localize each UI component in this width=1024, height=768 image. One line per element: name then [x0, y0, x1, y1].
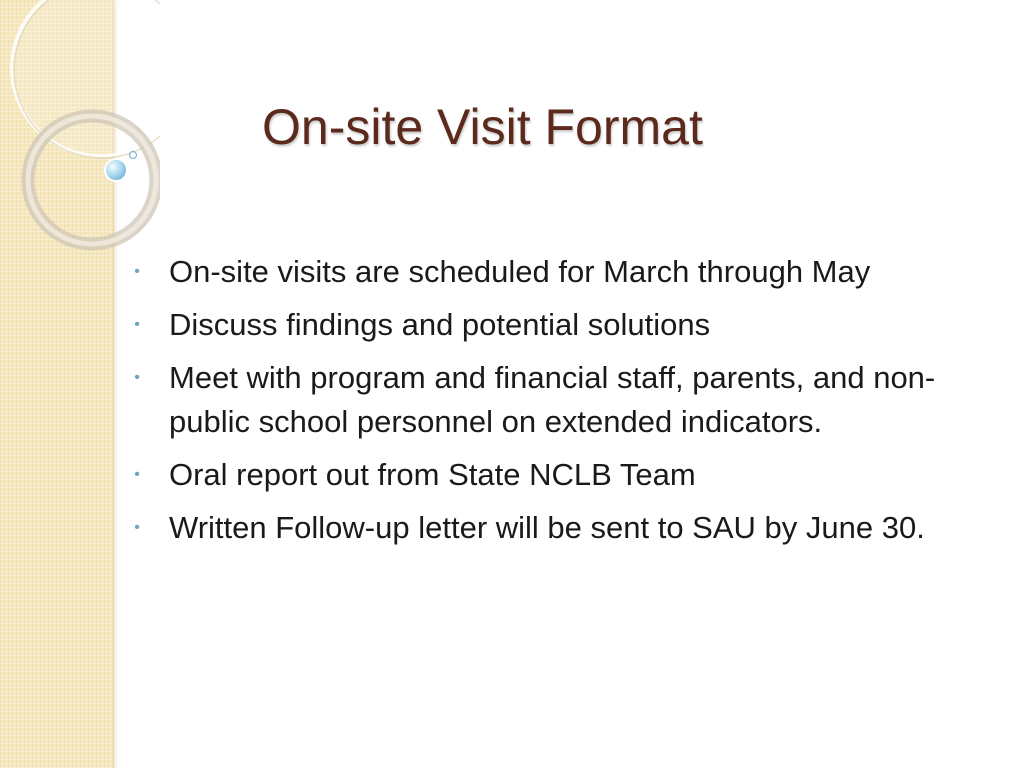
tiny-bubble-decoration [130, 152, 137, 159]
slide-title: On-site Visit Format [262, 99, 703, 155]
bullet-item [130, 356, 990, 444]
bullet-icon: • [134, 519, 140, 536]
bullet-item [130, 506, 990, 550]
bullet-text: Written Follow-up letter will be sent to SAU by June 30. [169, 510, 925, 545]
decorative-rings-graphic [0, 0, 160, 260]
bullet-text: Oral report out from State NCLB Team [169, 457, 696, 492]
bullet-item [130, 453, 990, 497]
blue-bubble-decoration [105, 159, 127, 181]
bullet-list [130, 250, 990, 559]
bullet-icon: • [134, 466, 140, 483]
bullet-text: Discuss findings and potential solutions [169, 307, 711, 342]
bullet-item [130, 303, 990, 347]
bullet-item [130, 250, 990, 294]
bullet-text: Meet with program and financial staff, parents, and non-public school personnel on extended indicators. [169, 360, 936, 439]
bullet-icon: • [134, 263, 140, 280]
bullet-text: On-site visits are scheduled for March through May [169, 254, 871, 289]
bullet-icon: • [134, 316, 140, 333]
bullet-icon: • [134, 369, 140, 386]
